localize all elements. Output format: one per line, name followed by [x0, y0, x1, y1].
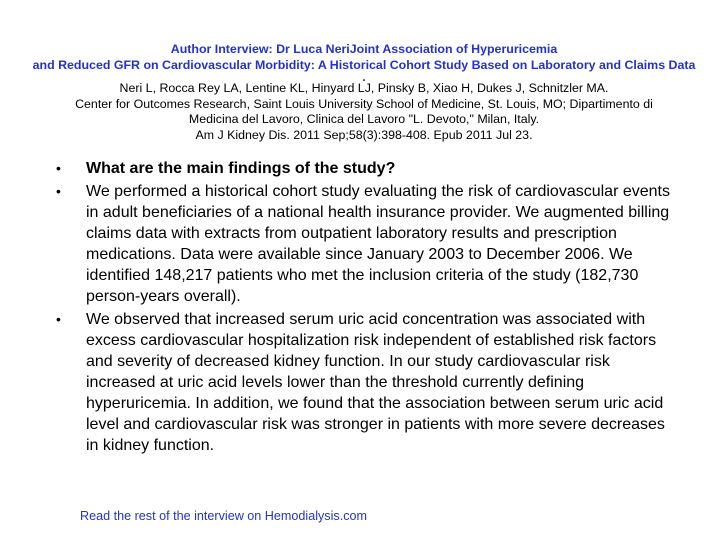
list-item: [56, 181, 676, 307]
citation: Am J Kidney Dis. 2011 Sep;58(3):398-408. Epub 2011 Jul 23.: [195, 127, 533, 142]
question-text: What are the main findings of the study?: [86, 160, 396, 177]
bullet-marker: •: [56, 311, 61, 327]
affiliation-line-2: Medicina del Lavoro, Clinica del Lavoro "L. Devoto," Milan, Italy.: [188, 112, 540, 126]
article-header: [0, 42, 728, 143]
answer-text: We performed a historical cohort study evaluating the risk of cardiovascular events in adult beneficiaries of a national health insurance provider. We augmented billing claims data with extracts from outpatient laboratory results and prescription medications. Data were available since January 2003 to December 2006. We identified 148,217 patients who met the inclusion criteria of the study (182,730 person-years overall).: [86, 183, 670, 305]
answer-text: We observed that increased serum uric acid concentration was associated with excess cardiovascular hospitalization risk independent of established risk factors and severity of decreased kidney function. In our study cardiovascular risk increased at uric acid levels lower than the threshold currently defining hyperuricemia. In addition, we found that the association between serum uric acid level and cardiovascular risk was stronger in patients with more severe decreases in kidney function.: [86, 311, 665, 454]
list-item: [56, 158, 676, 179]
title-line-1: Author Interview: Dr Luca NeriJoint Association of Hyperuricemia: [170, 42, 558, 56]
bullet-list: [56, 158, 676, 458]
title-line-2: and Reduced GFR on Cardiovascular Morbidity: A Historical Cohort Study Based on Laboratory and Claims Data: [32, 57, 696, 72]
bullet-marker: •: [56, 160, 61, 176]
affiliation-line-1: Center for Outcomes Research, Saint Louis University School of Medicine, St. Louis, MO; Dipartimento di: [75, 96, 653, 111]
authors: Neri L, Rocca Rey LA, Lentine KL, Hinyard LJ, Pinsky B, Xiao H, Dukes J, Schnitzler MA.: [119, 81, 609, 95]
list-item: [56, 309, 676, 456]
title-line-3: .: [362, 73, 366, 81]
bullet-marker: •: [56, 183, 61, 199]
interview-link[interactable]: Read the rest of the interview on Hemodialysis.com: [80, 509, 367, 523]
